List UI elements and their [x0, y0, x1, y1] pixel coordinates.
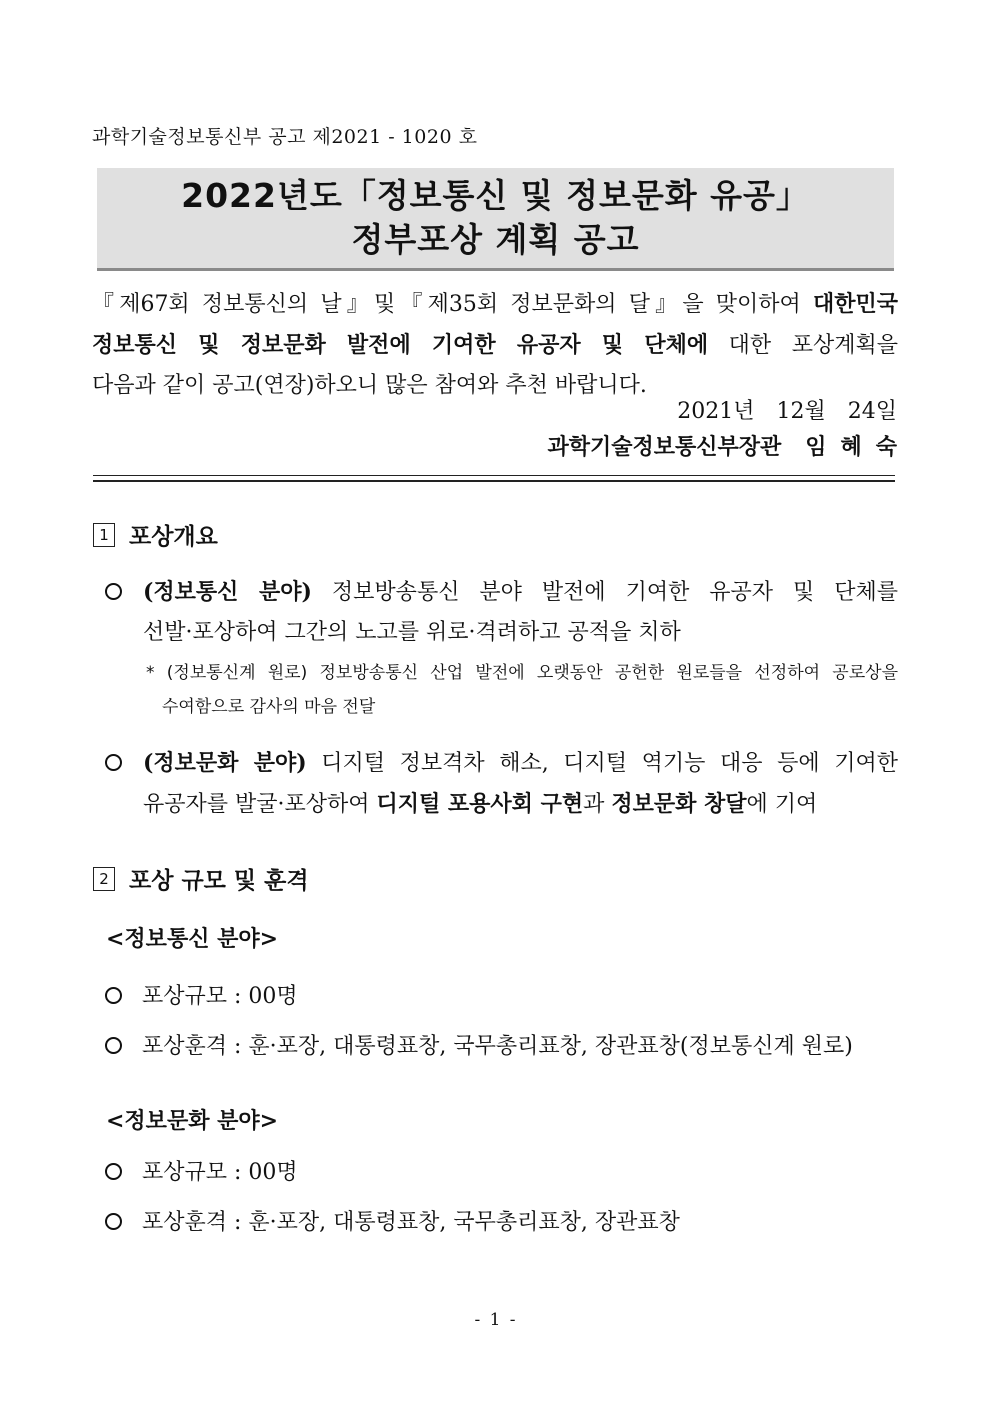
notice-date — [677, 394, 897, 425]
it-award-scale — [105, 982, 298, 1012]
subheading-it-field: <정보통신 분야> — [106, 926, 279, 952]
divider — [93, 475, 895, 482]
bullet-emphasis: 디지털 포용사회 구현 — [376, 791, 584, 817]
intro-emphasis: 대한민국 — [812, 291, 898, 317]
signature — [547, 430, 911, 461]
intro-text: 다음과 같이 공고(연장)하오니 많은 참여와 추천 바랍니다. — [92, 373, 647, 398]
intro-paragraph — [92, 284, 898, 406]
section-number-box: 1 — [93, 523, 115, 547]
title-line-2: 정부포상 계획 공고 — [351, 220, 640, 259]
section-title: 포상개요 — [129, 523, 218, 550]
intro-text: 『제67회 정보통신의 날』및『제35회 정보문화의 달』을 맞이하여 — [92, 292, 813, 317]
award-grade-text: 포상훈격 : 훈·포장, 대통령표창, 국무총리표창, 장관표창(정보통신계 원로) — [142, 1034, 853, 1059]
circle-bullet-icon — [105, 1037, 122, 1054]
notice-number: 과학기술정보통신부 공고 제2021 - 1020 호 — [92, 126, 478, 148]
footnote-text: * (정보통신계 원로) 정보방송통신 산업 발전에 오랫동안 공헌한 원로들을 선정하여 공로상을 — [146, 663, 898, 683]
bullet-text: 정보방송통신 분야 발전에 기여한 유공자 및 단체를 — [311, 580, 898, 605]
bullet-it-field — [105, 572, 898, 653]
signature-org: 과학기술정보통신부장관 — [547, 434, 782, 460]
intro-emphasis: 정보통신 및 정보문화 발전에 기여한 유공자 및 단체에 — [92, 332, 709, 358]
section-1-heading — [93, 518, 218, 551]
title-line-1: 2022년도「정보통신 및 정보문화 유공」 — [181, 176, 810, 215]
circle-bullet-icon — [105, 754, 122, 771]
date-month: 12월 — [776, 399, 826, 424]
footnote-text: 수여함으로 감사의 마음 전달 — [162, 697, 376, 717]
footnote — [146, 656, 898, 724]
bullet-culture-field — [105, 743, 898, 825]
section-number-box: 2 — [93, 867, 115, 891]
bullet-text: 선발·포상하여 그간의 노고를 위로·격려하고 공적을 치하 — [143, 620, 681, 645]
bullet-text: 디지털 정보격차 해소, 디지털 역기능 대응 등에 기여한 — [306, 751, 898, 776]
date-year: 2021년 — [677, 399, 755, 424]
date-day: 24일 — [847, 399, 897, 424]
bullet-lead: (정보통신 분야) — [143, 579, 312, 605]
circle-bullet-icon — [105, 1213, 122, 1230]
circle-bullet-icon — [105, 987, 122, 1004]
title-banner — [97, 168, 894, 271]
award-scale-text: 포상규모 : 00명 — [142, 1160, 298, 1185]
bullet-lead: (정보문화 분야) — [143, 750, 307, 776]
circle-bullet-icon — [105, 1163, 122, 1180]
section-title: 포상 규모 및 훈격 — [129, 867, 309, 894]
culture-award-grade — [105, 1208, 680, 1238]
award-grade-text: 포상훈격 : 훈·포장, 대통령표창, 국무총리표창, 장관표창 — [142, 1210, 680, 1235]
page-number: - 1 - — [474, 1310, 518, 1330]
section-2-heading — [93, 862, 309, 895]
it-award-grade — [105, 1032, 853, 1062]
intro-text: 대한 포상계획을 — [708, 333, 898, 358]
subheading-culture-field: <정보문화 분야> — [106, 1108, 279, 1134]
award-scale-text: 포상규모 : 00명 — [142, 984, 298, 1009]
bullet-text: 유공자를 발굴·포상하여 — [143, 792, 377, 817]
culture-award-scale — [105, 1158, 298, 1188]
bullet-text: 과 — [583, 792, 612, 817]
signature-name: 임혜숙 — [805, 434, 911, 460]
circle-bullet-icon — [105, 583, 122, 600]
bullet-emphasis: 정보문화 창달 — [611, 791, 747, 817]
bullet-text: 에 기여 — [746, 792, 818, 817]
